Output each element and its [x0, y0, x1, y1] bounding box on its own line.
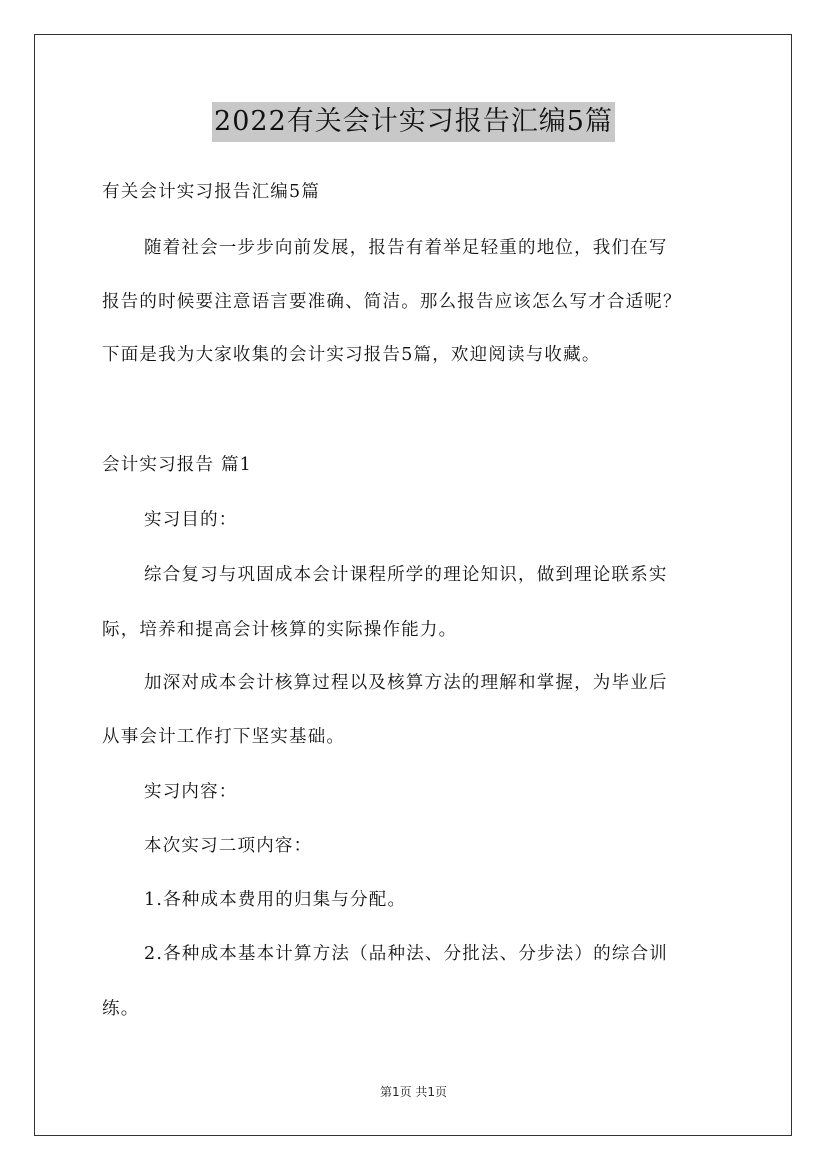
paragraph-line: 本次实习二项内容：: [144, 836, 313, 856]
paragraph-line: 下面是我为大家收集的会计实习报告5篇，欢迎阅读与收藏。: [102, 345, 601, 365]
paragraph-line: 加深对成本会计核算过程以及核算方法的理解和掌握，为毕业后: [144, 673, 668, 693]
page-footer: 第1页 共1页: [379, 1085, 448, 1099]
list-item: 1.各种成本费用的归集与分配。: [144, 890, 407, 910]
paragraph-line: 综合复习与巩固成本会计课程所学的理论知识，做到理论联系实: [144, 565, 668, 585]
section-heading: 会计实习报告 篇1: [102, 455, 252, 475]
list-item: 2.各种成本基本计算方法（品种法、分批法、分步法）的综合训: [144, 944, 668, 964]
paragraph-line: 报告的时候要注意语言要准确、简洁。那么报告应该怎么写才合适呢？: [102, 292, 682, 312]
paragraph-line: 实习内容：: [144, 782, 238, 802]
paragraph-line: 从事会计工作打下坚实基础。: [102, 727, 346, 747]
paragraph-line: 练。: [102, 999, 140, 1019]
document-subtitle: 有关会计实习报告汇编5篇: [102, 182, 321, 202]
document-title: 2022有关会计实习报告汇编5篇: [212, 102, 615, 142]
paragraph-line: 随着社会一步步向前发展，报告有着举足轻重的地位，我们在写: [144, 238, 668, 258]
document-title-wrapper: [0, 100, 827, 142]
paragraph-line: 实习目的：: [144, 510, 238, 530]
paragraph-line: 际，培养和提高会计核算的实际操作能力。: [102, 620, 458, 640]
